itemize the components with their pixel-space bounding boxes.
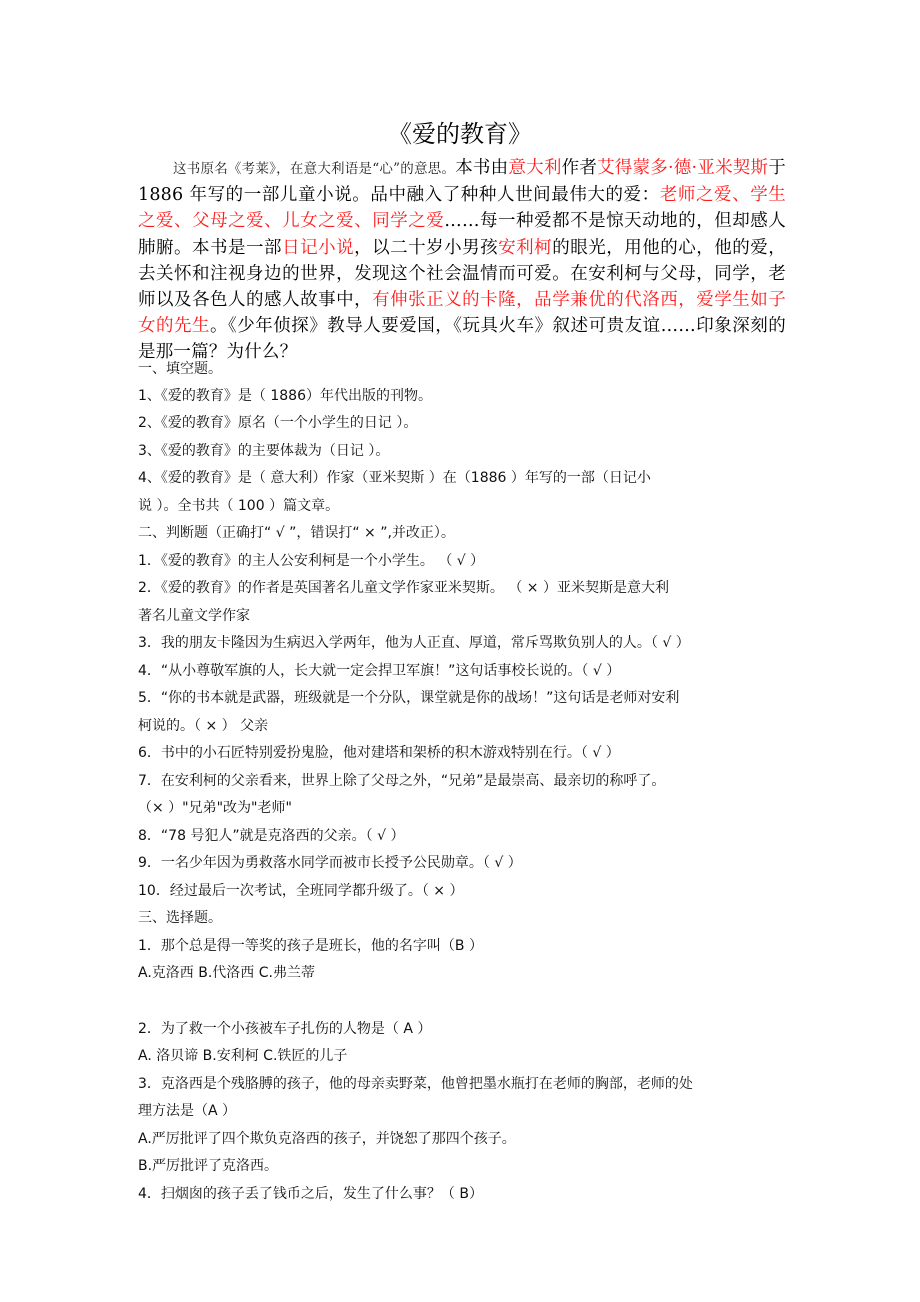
intro-highlight: 老师之爱、学生之爱、父母之爱、儿女之爱、同学之爱	[138, 185, 787, 232]
question-line: 6．书中的小石匠特别爱扮鬼脸，他对建塔和架桥的积木游戏特别在行。（ √ ）	[138, 745, 620, 761]
question-line: A.严厉批评了四个欺负克洛西的孩子，并饶恕了那四个孩子。	[138, 1131, 516, 1147]
intro-segment: 。《少年侦探》教导人要爱国，《玩具火车》叙述可贵友谊……印象深刻的是那一篇？为什么？	[138, 316, 786, 363]
intro-highlight: 日记小说	[282, 237, 355, 258]
question-line: 4、《爱的教育》是（ 意大利）作家（亚米契斯 ）在（1886 ）年写的一部（日记小	[138, 470, 651, 486]
intro-highlight: 有伸张正义的卡隆，品学兼优的代洛西，爱学生如子女的先生	[138, 290, 786, 337]
question-line: 4．“从小尊敬军旗的人，长大就一定会捍卫军旗！”这句话事校长说的。（ √ ）	[138, 663, 621, 679]
intro-paragraph	[138, 155, 786, 366]
question-line: 著名儿童文学作家	[138, 608, 250, 624]
question-line: A.克洛西 B.代洛西 C.弗兰蒂	[138, 965, 315, 981]
question-line: 3．我的朋友卡隆因为生病迟入学两年，他为人正直、厚道，常斥骂欺负别人的人。（ √ ）	[138, 635, 690, 651]
question-line: 1．那个总是得一等奖的孩子是班长，他的名字叫（B ）	[138, 938, 483, 954]
question-line: 3、《爱的教育》的主要体裁为（日记 ）。	[138, 443, 390, 459]
question-line: 二、判断题（正确打“ √ ”，错误打“ × ”,并改正）。	[138, 525, 455, 541]
question-line: 理方法是（A ）	[138, 1103, 237, 1119]
intro-segment: 的眼光，用他的心，他的爱，去关怀和注视身边的世界，发现这个社会温情而可爱。在安利柯与父母，同学，老师以及各色人的感人故事中，	[138, 237, 786, 311]
question-line: （× ）"兄弟"改为"老师"	[138, 800, 292, 816]
document-title: 《爱的教育》	[388, 120, 532, 148]
question-line: 2．《爱的教育》的作者是英国著名儿童文学作家亚米契斯。 （ × ）亚米契斯是意大利	[138, 580, 669, 596]
question-line: 9．一名少年因为勇救落水同学而被市长授予公民勋章。（ √ ）	[138, 855, 522, 871]
question-line: 一、填空题。	[138, 361, 222, 377]
question-line: 8．“78 号犯人”就是克洛西的父亲。（ √ ）	[138, 828, 405, 844]
question-line: 柯说的。（ × ） 父亲	[138, 718, 269, 734]
question-line: 1．《爱的教育》的主人公安利柯是一个小学生。 （ √ ）	[138, 553, 485, 569]
question-line: 三、选择题。	[138, 910, 222, 926]
intro-segment: ，以二十岁小男孩	[354, 237, 499, 258]
intro-segment: 于 1886 年写的一部儿童小说。品中融入了种种人世间最伟大的爱：	[138, 158, 786, 206]
question-line: 说 ）。全书共（ 100 ）篇文章。	[138, 498, 340, 514]
intro-segment: 作者	[561, 158, 598, 178]
question-line: 2．为了救一个小孩被车子扎伤的人物是（ A ）	[138, 1021, 432, 1037]
intro-highlight: 意大利	[508, 158, 562, 178]
question-line: 2、《爱的教育》原名（一个小学生的日记 ）。	[138, 415, 418, 431]
intro-highlight: 安利柯	[498, 237, 553, 258]
intro-highlight: 艾得蒙多·德·亚米契斯	[597, 158, 769, 178]
question-line: 1、《爱的教育》是（ 1886）年代出版的刊物。	[138, 388, 432, 404]
question-line: B.严厉批评了克洛西。	[138, 1158, 279, 1174]
question-line: A. 洛贝谛 B.安利柯 C.铁匠的儿子	[138, 1048, 348, 1064]
question-line: 4．扫烟囱的孩子丢了钱币之后，发生了什么事？（ B）	[138, 1186, 483, 1202]
intro-segment: ……每一种爱都不是惊天动地的，但却感人肺腑。本书是一部	[138, 211, 786, 258]
question-line: 10．经过最后一次考试，全班同学都升级了。（ × ）	[138, 883, 464, 899]
question-line: 7．在安利柯的父亲看来，世界上除了父母之外，“兄弟”是最崇高、最亲切的称呼了。	[138, 773, 666, 789]
question-line: 5．“你的书本就是武器，班级就是一个分队，课堂就是你的战场！”这句话是老师对安利	[138, 690, 680, 706]
question-line: 3．克洛西是个残胳膊的孩子，他的母亲卖野菜，他曾把墨水瓶打在老师的胸部，老师的处	[138, 1076, 693, 1092]
intro-segment: 本书由	[455, 158, 509, 178]
intro-segment: 这书原名《考莱》，在意大利语是“心”的意思。	[173, 161, 456, 177]
